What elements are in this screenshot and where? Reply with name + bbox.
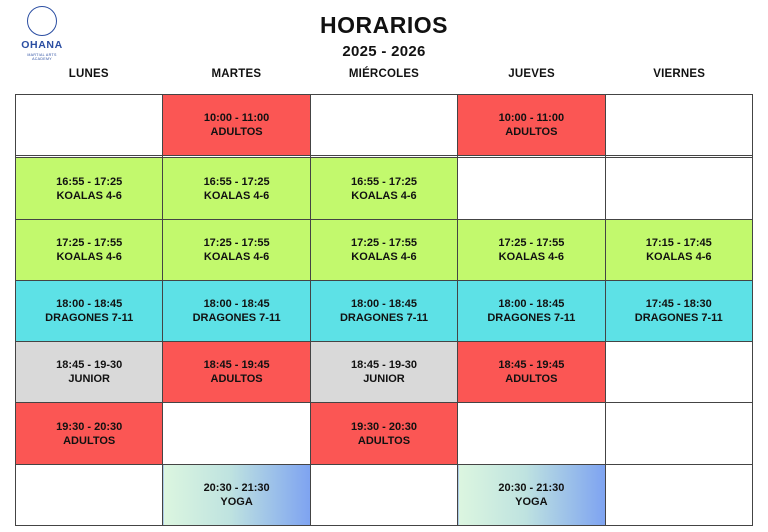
day-header-row — [15, 68, 753, 80]
class-name: KOALAS 4-6 — [203, 189, 270, 202]
class-name: DRAGONES 7-11 — [192, 312, 281, 325]
class-slot-koalas-jueves — [458, 219, 605, 280]
class-slot-koalas-lunes — [16, 158, 163, 219]
class-time: 18:45 - 19-30 — [350, 359, 417, 372]
class-slot-koalas-martes — [163, 219, 310, 280]
schedule-row — [16, 95, 753, 156]
class-name: KOALAS 4-6 — [351, 189, 417, 202]
class-name: KOALAS 4-6 — [351, 250, 417, 263]
class-time: 18:00 - 18:45 — [203, 298, 270, 311]
class-time: 19:30 - 20:30 — [56, 420, 123, 433]
day-header-miercoles: MIÉRCOLES — [348, 68, 420, 80]
empty-slot — [16, 464, 163, 525]
day-header-martes: MARTES — [211, 68, 262, 80]
class-time: 17:25 - 17:55 — [203, 236, 270, 249]
empty-slot — [163, 403, 310, 464]
day-header-viernes: VIERNES — [653, 68, 706, 80]
class-time: 18:45 - 19:45 — [203, 359, 270, 372]
empty-slot — [310, 464, 457, 525]
class-name: ADULTOS — [505, 126, 558, 139]
class-name: KOALAS 4-6 — [646, 250, 712, 263]
class-name: KOALAS 4-6 — [56, 250, 122, 263]
schedule-row — [16, 280, 753, 341]
class-time: 17:25 - 17:55 — [498, 236, 565, 249]
class-time: 19:30 - 20:30 — [350, 420, 417, 433]
class-time: 17:25 - 17:55 — [350, 236, 417, 249]
class-name: DRAGONES 7-11 — [45, 312, 134, 325]
class-time: 17:15 - 17:45 — [645, 236, 712, 249]
page-subtitle: 2025 - 2026 — [342, 43, 426, 60]
class-time: 17:45 - 18:30 — [645, 298, 712, 311]
class-slot-adultos-jueves — [458, 95, 605, 156]
class-slot-dragones-lunes — [16, 280, 163, 341]
class-name: YOGA — [515, 495, 548, 508]
class-name: KOALAS 4-6 — [203, 250, 270, 263]
empty-slot — [605, 403, 752, 464]
class-name: ADULTOS — [210, 126, 263, 139]
page-title: HORARIOS — [320, 12, 448, 38]
logo-tagline: MARTIAL ARTS ACADEMY — [27, 53, 57, 62]
empty-slot — [605, 342, 752, 403]
class-time: 20:30 - 21:30 — [498, 481, 565, 494]
class-time: 10:00 - 11:00 — [498, 112, 565, 125]
class-time: 18:00 - 18:45 — [350, 298, 417, 311]
class-slot-koalas-martes — [163, 158, 310, 219]
schedule-row — [16, 219, 753, 280]
schedule-row — [16, 464, 753, 525]
class-slot-yoga-martes — [163, 464, 310, 525]
class-slot-koalas-miercoles — [310, 158, 457, 219]
class-slot-yoga-jueves — [458, 464, 605, 525]
empty-slot — [605, 464, 752, 525]
class-time: 18:00 - 18:45 — [56, 298, 123, 311]
class-time: 20:30 - 21:30 — [203, 481, 270, 494]
class-time: 18:45 - 19-30 — [56, 359, 123, 372]
class-slot-dragones-jueves — [458, 280, 605, 341]
class-slot-adultos-jueves — [458, 342, 605, 403]
class-name: ADULTOS — [63, 434, 116, 447]
class-slot-dragones-viernes — [605, 280, 752, 341]
schedule-grid — [15, 94, 753, 526]
class-slot-adultos-martes — [163, 95, 310, 156]
class-name: KOALAS 4-6 — [56, 189, 122, 202]
schedule-row — [16, 342, 753, 403]
day-header-lunes: LUNES — [68, 68, 109, 80]
class-slot-dragones-miercoles — [310, 280, 457, 341]
class-slot-dragones-martes — [163, 280, 310, 341]
class-slot-koalas-miercoles — [310, 219, 457, 280]
class-name: ADULTOS — [210, 373, 263, 386]
class-name: DRAGONES 7-11 — [634, 312, 723, 325]
class-name: JUNIOR — [363, 373, 405, 386]
class-name: JUNIOR — [68, 373, 110, 386]
class-slot-adultos-martes — [163, 342, 310, 403]
class-time: 16:55 - 17:25 — [350, 175, 417, 188]
class-slot-adultos-lunes — [16, 403, 163, 464]
empty-slot — [458, 403, 605, 464]
class-time: 17:25 - 17:55 — [56, 236, 123, 249]
class-time: 16:55 - 17:25 — [203, 175, 270, 188]
class-time: 16:55 - 17:25 — [56, 175, 123, 188]
class-slot-junior-miercoles — [310, 342, 457, 403]
class-slot-koalas-viernes — [605, 219, 752, 280]
schedule-row — [16, 158, 753, 219]
class-name: KOALAS 4-6 — [498, 250, 565, 263]
empty-slot — [310, 95, 457, 156]
class-name: ADULTOS — [357, 434, 411, 447]
class-name: ADULTOS — [505, 373, 558, 386]
class-slot-koalas-lunes — [16, 219, 163, 280]
empty-slot — [605, 95, 752, 156]
class-name: DRAGONES 7-11 — [339, 312, 428, 325]
class-name: YOGA — [220, 495, 253, 508]
class-slot-junior-lunes — [16, 342, 163, 403]
class-time: 10:00 - 11:00 — [203, 112, 270, 125]
class-time: 18:00 - 18:45 — [498, 298, 565, 311]
day-header-jueves: JUEVES — [508, 68, 555, 80]
class-name: DRAGONES 7-11 — [487, 312, 576, 325]
empty-slot — [605, 158, 752, 219]
empty-slot — [16, 95, 163, 156]
empty-slot — [458, 158, 605, 219]
logo-name: OHANA — [21, 39, 63, 51]
schedule-row — [16, 403, 753, 464]
class-time: 18:45 - 19:45 — [498, 359, 565, 372]
class-slot-adultos-miercoles — [310, 403, 457, 464]
